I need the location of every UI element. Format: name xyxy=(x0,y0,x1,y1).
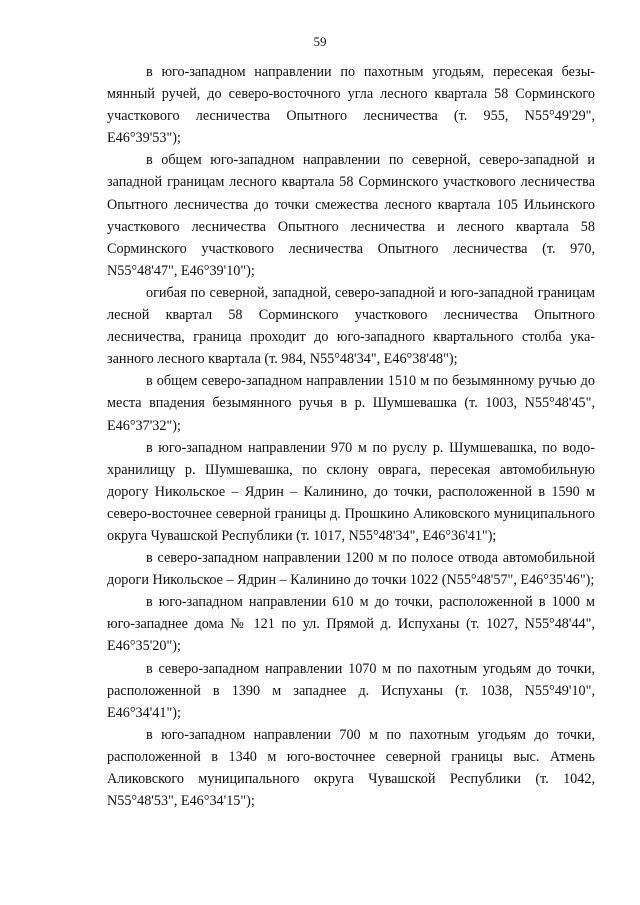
paragraph: в юго-западном направлении 610 м до точки, расположенной в 1000 м юго-западнее дома № 121 по ул. Прямой д. Испуханы (т. 1027, N55°48'44", E46°35'20"); xyxy=(107,594,595,655)
paragraph: огибая по северной, западной, северо-западной и юго-западной границам лесной квартал 58 Сорминского участкового лесничества Опытного лесничества, граница проходит до юго-западного квартального столба указанного лесного квартала (т. 984, N55°48'34", E46°38'48"); xyxy=(107,284,595,368)
document-body xyxy=(107,61,595,812)
paragraph: в юго-западном направлении 700 м по пахотным угодьям до точки, расположенной в 1340 м юго-восточнее северной границы выс. Атмень Аликовского муниципального округа Чувашской Республики (т. 1042, N55°48'53", E46°34'15"); xyxy=(107,726,595,810)
paragraph: в юго-западном направлении 970 м по руслу р. Шумшевашка, по водохранилищу р. Шумшевашка, по склону оврага, пересекая автомобильную дорогу Никольское – Ядрин – Калинино, до точки, расположенной в 1590 м северо-восточнее северной границы д. Прошкино Аликовского муниципального округа Чувашской Республики (т. 1017, N55°48'34", E46°36'41"); xyxy=(107,439,595,544)
paragraph: в общем северо-западном направлении 1510 м по безымянному ручью до места впадения безымянного ручья в р. Шумшевашка (т. 1003, N55°48'45", E46°37'32"); xyxy=(107,373,595,434)
paragraph: в северо-западном направлении 1070 м по пахотным угодьям до точки, расположенной в 1390 м западнее д. Испуханы (т. 1038, N55°49'10", E46°34'41"); xyxy=(107,660,595,721)
paragraph: в общем юго-западном направлении по северной, северо-западной и западной границам лесного квартала 58 Сорминского участкового лесничества Опытного лесничества до точки смежества лесного квартала 105 Ильинского участкового лесничества Опытного лесничества и лесного квартала 58 Сорминского участкового лесничества Опытного лесничества (т. 970, N55°48'47", E46°39'10"); xyxy=(107,152,595,279)
paragraph: в северо-западном направлении 1200 м по полосе отвода автомобильной дороги Никольское – Ядрин – Калинино до точки 1022 (N55°48'57", E46°35'46"); xyxy=(107,550,595,589)
page-number: 59 xyxy=(313,34,327,49)
paragraph: в юго-западном направлении по пахотным угодьям, пересекая безымянный ручей, до северо-восточного угла лесного квартала 58 Сорминского участкового лесничества Опытного лесничества (т. 955, N55°49'29", E46°39'53"); xyxy=(107,64,595,147)
